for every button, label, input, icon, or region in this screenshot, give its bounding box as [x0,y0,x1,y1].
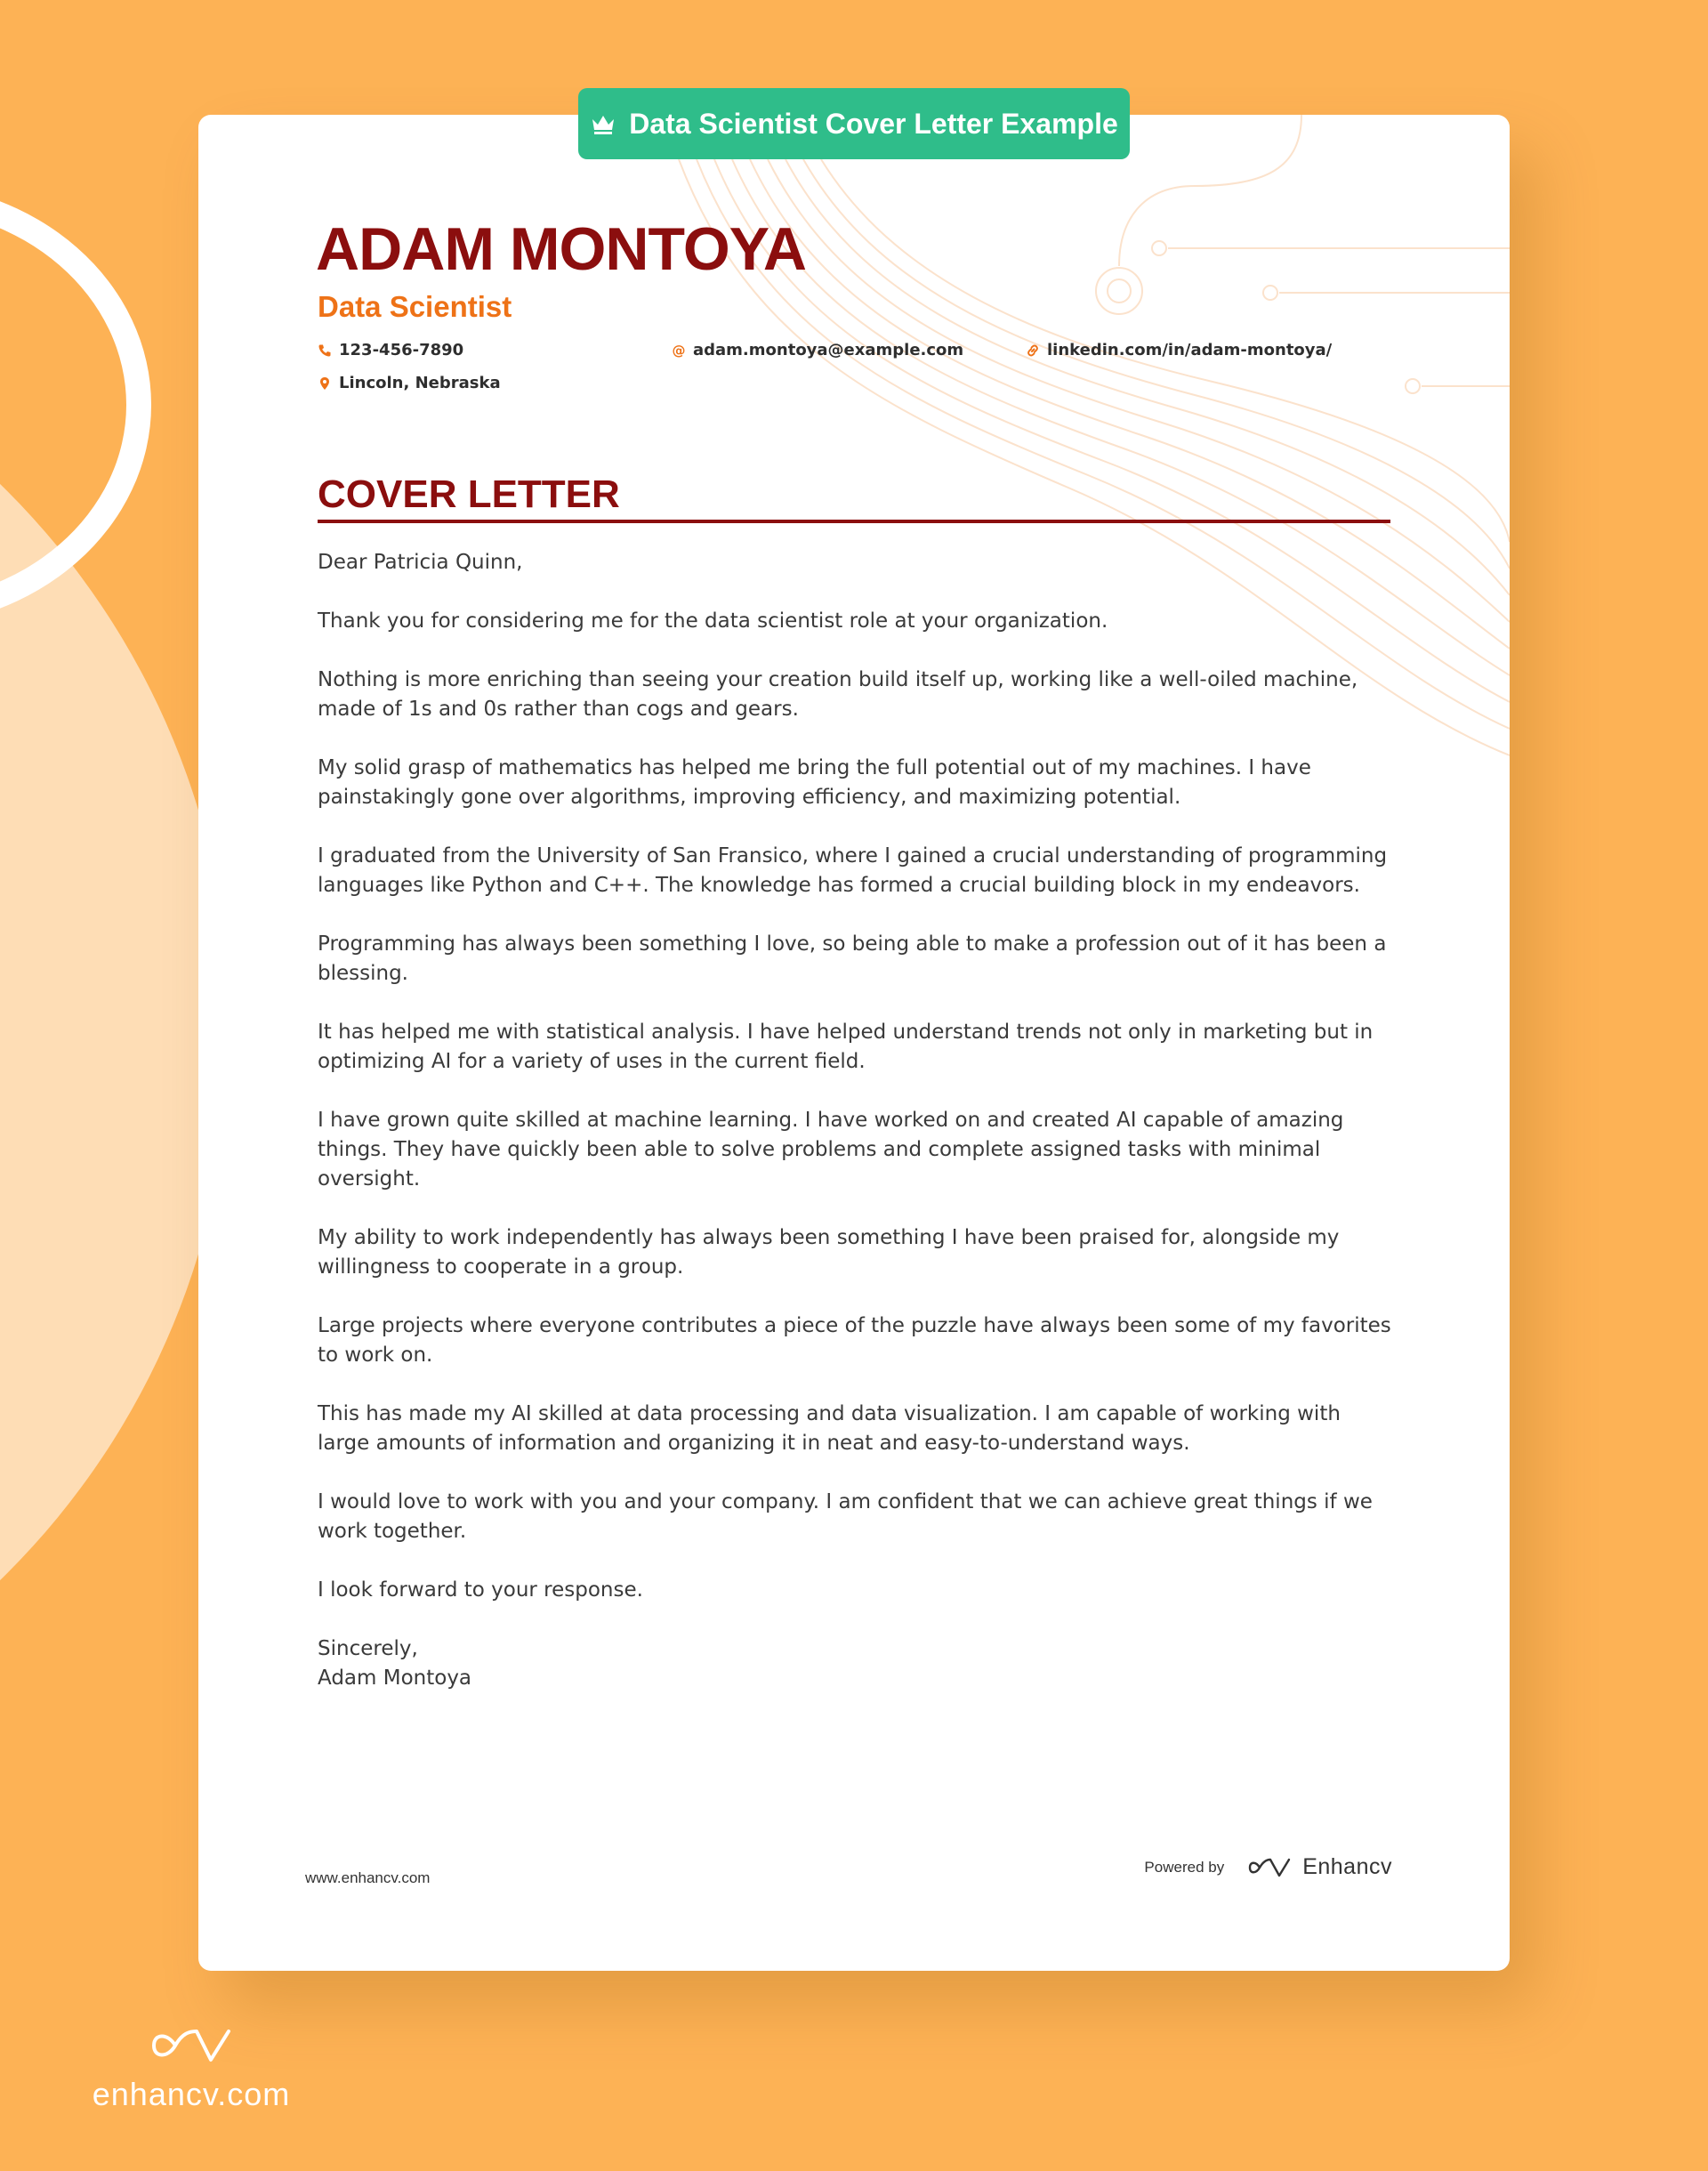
contact-location [318,374,501,392]
letter-greeting: Dear Patricia Quinn, [318,551,523,574]
link-icon [1026,343,1040,358]
letter-paragraph: I look forward to your response. [318,1578,643,1602]
letter-paragraph: Nothing is more enriching than seeing your creation build itself up, working like a well-oiled machine, made of 1s and 0s rather than cogs and gears. [318,668,1358,721]
letter-paragraph: My solid grasp of mathematics has helped me bring the full potential out of my machines. I have painstakingly gone over algorithms, improving efficiency, and maximizing potential. [318,756,1311,809]
letter-body [318,548,1394,1693]
crown-icon [590,112,616,135]
phone-icon [318,343,332,358]
enhancv-brand[interactable] [1247,1854,1392,1880]
section-divider [318,520,1390,523]
enhancv-site-logo[interactable] [89,2024,294,2113]
background-ring-shape [0,182,151,627]
letter-paragraph: Programming has always been something I love, so being able to make a profession out of it has been a blessing. [318,932,1387,985]
footer-powered-by [1144,1854,1392,1880]
powered-by-label: Powered by [1144,1858,1225,1876]
enhancv-logo-icon [1247,1856,1292,1879]
banner-label: Data Scientist Cover Letter Example [629,107,1118,140]
letter-signature: Adam Montoya [318,1667,472,1690]
candidate-role: Data Scientist [318,290,512,323]
letter-paragraph: My ability to work independently has always been something I have been praised for, alongside my willingness to cooperate in a group. [318,1226,1340,1279]
letter-paragraph: It has helped me with statistical analysis. I have helped understand trends not only in marketing but in optimizing AI for a variety of uses in the current field. [318,1021,1374,1073]
contact-linkedin [1026,341,1332,359]
svg-text:@: @ [672,343,686,358]
section-title: COVER LETTER [318,472,620,516]
email-text: adam.montoya@example.com [693,341,964,359]
example-banner [578,88,1130,159]
letter-paragraph: I have grown quite skilled at machine learning. I have worked on and created AI capable of amazing things. They have quickly been able to solve problems and complete assigned tasks with minimal oversight. [318,1109,1344,1190]
location-text: Lincoln, Nebraska [339,374,501,392]
letter-paragraph: I would love to work with you and your company. I am confident that we can achieve great things if we work together. [318,1490,1373,1543]
letter-paragraph: Thank you for considering me for the data scientist role at your organization. [318,609,1108,633]
contact-phone [318,341,463,359]
enhancv-brand-text: Enhancv [1302,1854,1392,1879]
letter-paragraph: I graduated from the University of San Fransico, where I gained a crucial understanding of programming languages like Python and C++. The knowledge has formed a crucial building block in my endeavors. [318,844,1388,897]
contact-email [672,341,963,359]
letter-closing: Sincerely, [318,1637,418,1660]
candidate-name: ADAM MONTOYA [316,215,806,283]
letter-paragraph: Large projects where everyone contributes a piece of the puzzle have always been some of my favorites to work on. [318,1314,1391,1367]
site-logo-text: enhancv.com [92,2076,291,2112]
resume-page [198,115,1510,1971]
footer-url[interactable]: www.enhancv.com [305,1869,431,1886]
location-pin-icon [318,376,332,391]
phone-text: 123-456-7890 [339,341,464,359]
letter-paragraph: This has made my AI skilled at data processing and data visualization. I am capable of working with large amounts of information and organizing it in neat and easy-to-understand ways. [318,1402,1341,1455]
enhancv-logo-icon [149,2024,234,2067]
linkedin-text: linkedin.com/in/adam-montoya/ [1047,341,1333,359]
at-icon [672,343,686,358]
